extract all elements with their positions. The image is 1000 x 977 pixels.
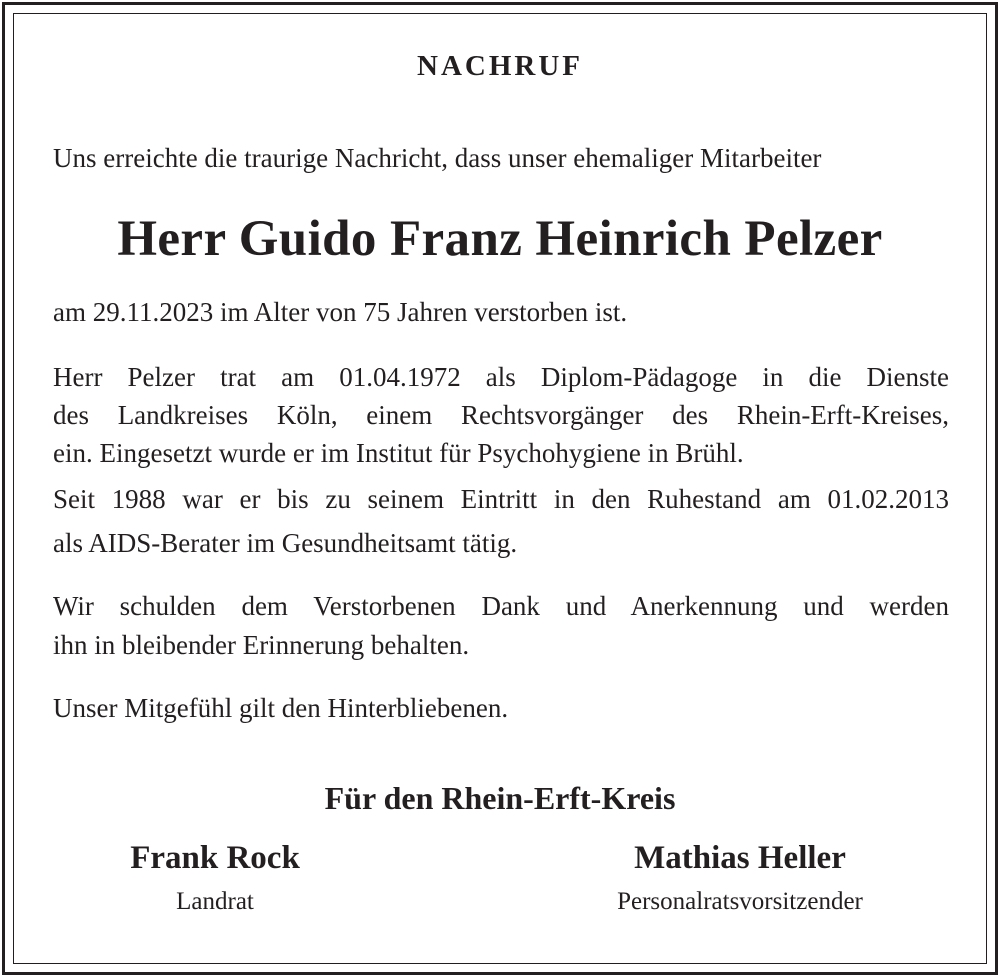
signer-name: Mathias Heller <box>634 840 846 876</box>
death-date-text: am 29.11.2023 im Alter von 75 Jahren verstorben ist. <box>53 297 628 327</box>
signer-role: Landrat <box>176 888 254 915</box>
career-line: Seit 1988 war er bis zu seinem Eintritt in den Ruhestand am 01.02.2013 <box>53 484 949 514</box>
condolence-text: Unser Mitgefühl gilt den Hinterbliebenen. <box>53 693 509 723</box>
gratitude-line: ihn in bleibender Erinnerung behalten. <box>53 630 470 660</box>
notice-heading: NACHRUF <box>417 50 583 82</box>
intro-text: Uns erreichte die traurige Nachricht, dass unser ehemaliger Mitarbeiter <box>53 143 822 173</box>
career-line: als AIDS-Berater im Gesundheitsamt tätig. <box>53 528 518 558</box>
signer-name: Frank Rock <box>130 840 300 876</box>
career-line: des Landkreises Köln, einem Rechtsvorgänger des Rhein-Erft-Kreises, <box>53 400 949 430</box>
career-line: Herr Pelzer trat am 01.04.1972 als Diplom-Pädagoge in die Dienste <box>53 362 949 392</box>
deceased-name: Herr Guido Franz Heinrich Pelzer <box>117 211 883 267</box>
organization-name: Für den Rhein-Erft-Kreis <box>324 780 676 816</box>
signer-role: Personalratsvorsitzender <box>617 888 863 915</box>
gratitude-line: Wir schulden dem Verstorbenen Dank und Anerkennung und werden <box>53 591 949 621</box>
career-line: ein. Eingesetzt wurde er im Institut für Psychohygiene in Brühl. <box>53 438 744 468</box>
